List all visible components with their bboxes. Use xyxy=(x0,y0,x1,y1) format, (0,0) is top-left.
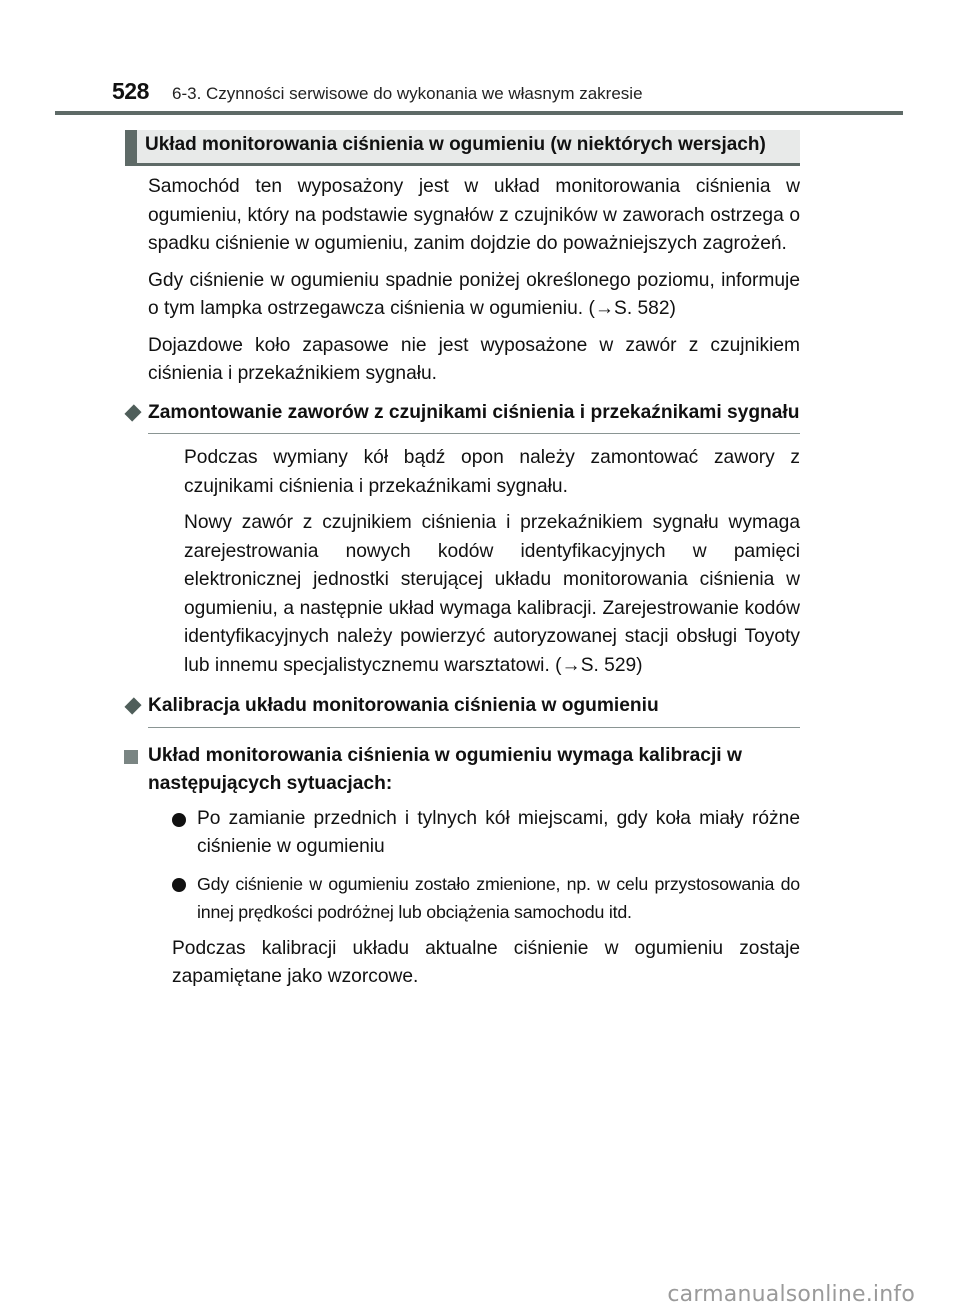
intro-paragraph: Gdy ciśnienie w ogumieniu spadnie poniżej określonego poziomu, informuje o tym lampka ostrzegawcza ciśnienia w ogumieniu. (→S. 582) xyxy=(148,269,800,319)
diamond-icon xyxy=(124,404,141,421)
section-title: Układ monitorowania ciśnienia w ogumieniu (w niektórych wersjach) xyxy=(145,134,766,155)
watermark: carmanualsonline.info xyxy=(667,1282,915,1307)
paragraph: Podczas wymiany kół bądź opon należy zamontować zawory z czujnikami ciśnienia i przekaźnikami sygnału. xyxy=(184,447,800,497)
header-rule xyxy=(55,111,903,115)
bullet-icon xyxy=(172,878,186,892)
subsection-title: Kalibracja układu monitorowania ciśnienia w ogumieniu xyxy=(148,695,659,716)
page-number: 528 xyxy=(112,78,149,104)
intro-paragraph: Dojazdowe koło zapasowe nie jest wyposażone w zawór z czujnikiem ciśnienia i przekaźnikiem sygnału. xyxy=(148,334,800,384)
intro-paragraph: Samochód ten wyposażony jest w układ monitorowania ciśnienia w ogumieniu, który na podstawie sygnałów z czujników w zaworach ostrzega o spadku ciśnienie w ogumieniu, zanim dojdzie do poważniejszych zagrożeń. xyxy=(148,176,800,254)
chapter-title: 6-3. Czynności serwisowe do wykonania we własnym zakresie xyxy=(172,84,643,103)
subsection-heading-calibration xyxy=(124,692,800,721)
page-header xyxy=(112,78,643,105)
topic-title: Układ monitorowania ciśnienia w ogumieniu wymaga kalibracji w następujących sytuacjach: xyxy=(148,744,742,794)
bullet-icon xyxy=(172,813,186,827)
subsection-heading-valves xyxy=(124,399,800,428)
list-item-text: Po zamianie przednich i tylnych kół miejscami, gdy koła miały różne ciśnienie w ogumieniu xyxy=(197,807,800,857)
subsection-body xyxy=(184,444,800,680)
list-item xyxy=(172,870,800,927)
section-title-box xyxy=(125,130,800,166)
subsection-title: Zamontowanie zaworów z czujnikami ciśnienia i przekaźnikami sygnału xyxy=(148,401,800,423)
diamond-icon xyxy=(124,697,141,714)
page-content xyxy=(148,173,800,1000)
divider xyxy=(148,727,800,728)
section-marker xyxy=(125,130,137,163)
square-icon xyxy=(124,750,138,764)
list-item-text: Gdy ciśnienie w ogumieniu zostało zmienione, np. w celu przystosowania do innej prędkości podróżnej lub obciążenia samochodu itd. xyxy=(197,873,800,922)
divider xyxy=(148,433,800,434)
list-item xyxy=(172,805,800,862)
closing-paragraph: Podczas kalibracji układu aktualne ciśnienie w ogumieniu zostaje zapamiętane jako wzorcowe. xyxy=(172,937,800,987)
paragraph: Nowy zawór z czujnikiem ciśnienia i przekaźnikiem sygnału wymaga zarejestrowania nowych kodów identyfikacyjnych w pamięci elektronicznej jednostki sterującej układu monitorowania ciśnienia w ogumieniu, a następnie układ wymaga kalibracji. Zarejestrowanie kodów identyfikacyjnych należy powierzyć autoryzowanej stacji obsługi Toyoty lub innemu specjalistycznemu warsztatowi. (→S. 529) xyxy=(184,512,800,676)
topic-heading xyxy=(124,742,800,799)
